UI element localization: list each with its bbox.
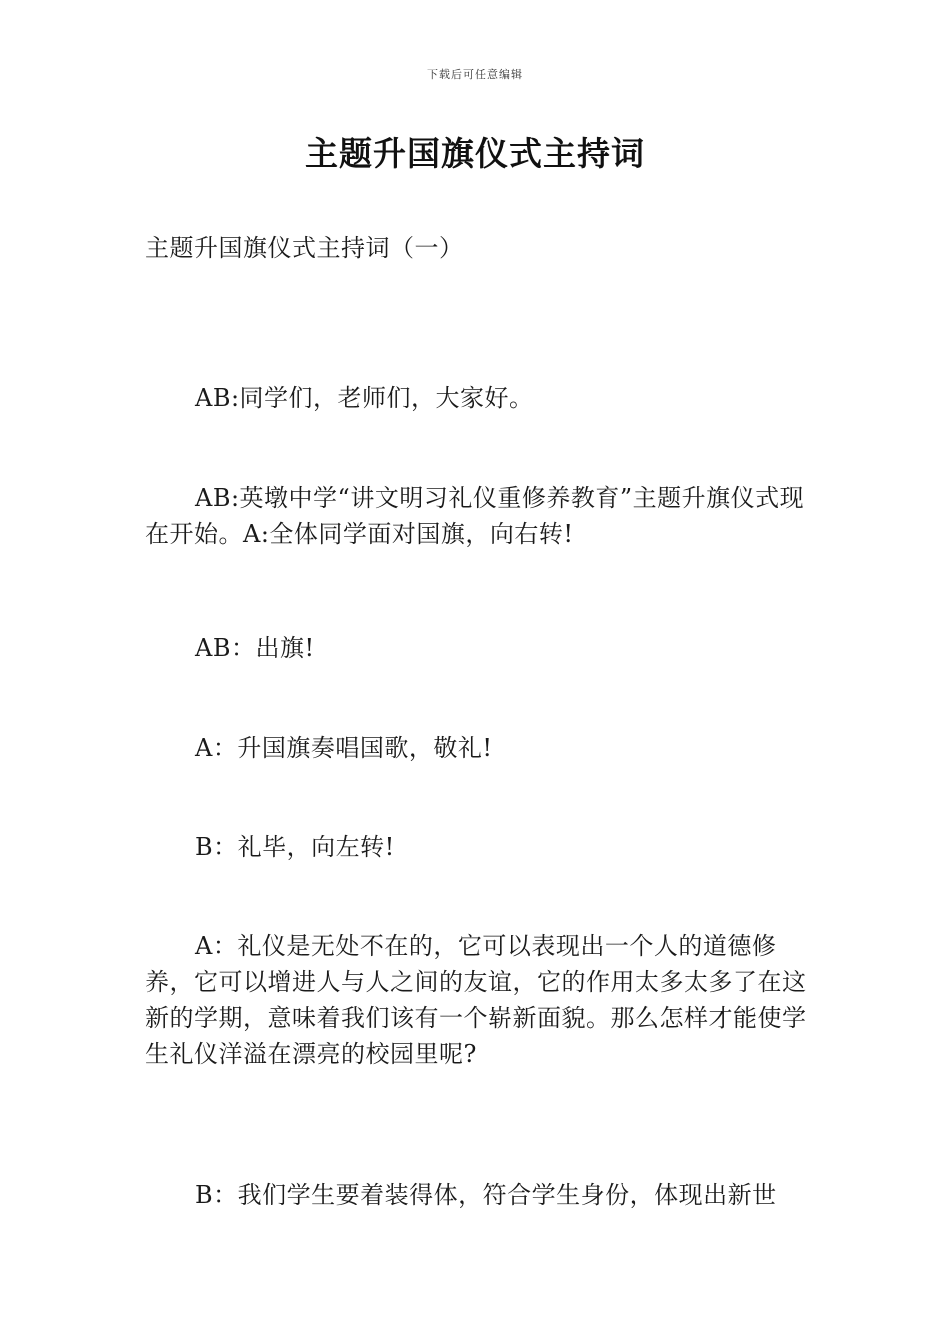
- section-subtitle: 主题升国旗仪式主持词（一）: [145, 234, 464, 262]
- paragraph-dress-code: B：我们学生要着装得体，符合学生身份，体现出新世: [195, 1181, 777, 1209]
- paragraph-flag-out: AB：出旗!: [195, 634, 315, 662]
- paragraph-anthem: A：升国旗奏唱国歌，敬礼!: [195, 734, 493, 762]
- paragraph-greeting: AB:同学们，老师们，大家好。: [195, 384, 534, 412]
- paragraph-salute-end: B：礼毕，向左转!: [195, 833, 395, 861]
- document-title: 主题升国旗仪式主持词: [305, 134, 645, 173]
- header-note: 下载后可任意编辑: [427, 68, 523, 81]
- paragraph-opening: AB:英墩中学“讲文明习礼仪重修养教育”主题升旗仪式现在开始。A:全体同学面对国旗，向右转!: [145, 484, 805, 548]
- paragraph-etiquette: A：礼仪是无处不在的，它可以表现出一个人的道德修养，它可以增进人与人之间的友谊，它的作用太多太多了在这新的学期，意味着我们该有一个崭新面貌。那么怎样才能使学生礼仪洋溢在漂亮的校园里呢?: [145, 932, 807, 1068]
